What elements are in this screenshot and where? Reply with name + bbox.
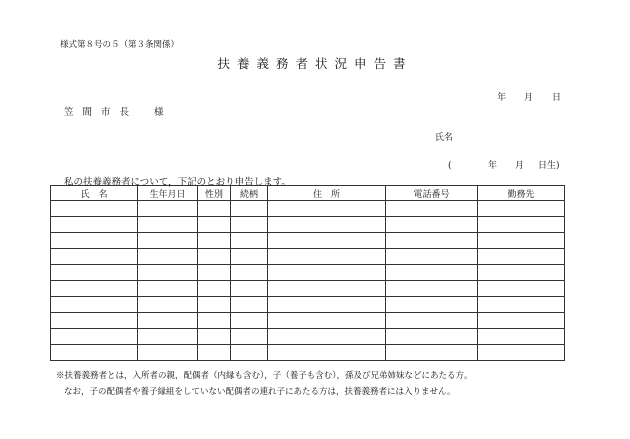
table-cell-sex[interactable] (198, 297, 231, 313)
table-cell-relationship[interactable] (231, 217, 268, 233)
table-row (51, 233, 565, 249)
table-cell-name[interactable] (51, 313, 138, 329)
addressee (64, 104, 164, 118)
table-cell-name[interactable] (51, 201, 138, 217)
table-cell-birthdate[interactable] (138, 265, 198, 281)
column-header-employer: 勤務先 (478, 186, 565, 201)
table-cell-employer[interactable] (478, 329, 565, 345)
table-cell-phone[interactable] (386, 233, 478, 249)
table-cell-address[interactable] (268, 233, 386, 249)
footnote-line-1: ※扶養義務者とは，入所者の親，配偶者（内縁も含む），子（養子も含む），孫及び兄弟姉妹などにあたる方。 (56, 371, 473, 381)
table-cell-sex[interactable] (198, 281, 231, 297)
table-cell-name[interactable] (51, 233, 138, 249)
table-row (51, 313, 565, 329)
addressee-honorific: 様 (154, 107, 164, 118)
table-cell-sex[interactable] (198, 329, 231, 345)
table-cell-phone[interactable] (386, 297, 478, 313)
table-cell-phone[interactable] (386, 281, 478, 297)
column-header-address: 住 所 (268, 186, 386, 201)
addressee-office: 笠間市長 (64, 107, 139, 118)
birth-month-label: 月 (515, 161, 525, 171)
table-cell-address[interactable] (268, 249, 386, 265)
table-cell-birthdate[interactable] (138, 345, 198, 361)
table-cell-sex[interactable] (198, 345, 231, 361)
table-cell-name[interactable] (51, 217, 138, 233)
table-cell-sex[interactable] (198, 217, 231, 233)
intro-text: 私の扶養義務者について，下記のとおり申告します。 (64, 177, 291, 188)
table-cell-relationship[interactable] (231, 297, 268, 313)
table-row (51, 265, 565, 281)
table-cell-phone[interactable] (386, 313, 478, 329)
table-cell-relationship[interactable] (231, 233, 268, 249)
table-cell-employer[interactable] (478, 265, 565, 281)
table-cell-name[interactable] (51, 249, 138, 265)
table-row (51, 329, 565, 345)
table-cell-employer[interactable] (478, 201, 565, 217)
table-cell-name[interactable] (51, 281, 138, 297)
table-cell-relationship[interactable] (231, 249, 268, 265)
applicant-birth-line (448, 158, 560, 171)
table-cell-birthdate[interactable] (138, 201, 198, 217)
table-row (51, 297, 565, 313)
table-row (51, 281, 565, 297)
table-cell-relationship[interactable] (231, 281, 268, 297)
date-month-label: 月 (524, 93, 534, 103)
applicant-name-label: 氏名 (435, 133, 454, 143)
table-row (51, 217, 565, 233)
table-cell-name[interactable] (51, 329, 138, 345)
table-cell-sex[interactable] (198, 201, 231, 217)
table-cell-birthdate[interactable] (138, 329, 198, 345)
table-cell-address[interactable] (268, 329, 386, 345)
table-cell-relationship[interactable] (231, 313, 268, 329)
table-cell-phone[interactable] (386, 345, 478, 361)
table-cell-address[interactable] (268, 297, 386, 313)
date-year-label: 年 (497, 93, 507, 103)
table-cell-employer[interactable] (478, 217, 565, 233)
birth-open-paren: ( (448, 161, 452, 171)
column-header-birthdate: 生年月日 (138, 186, 198, 201)
table-cell-birthdate[interactable] (138, 233, 198, 249)
table-cell-birthdate[interactable] (138, 281, 198, 297)
dependents-table (50, 185, 565, 361)
table-cell-relationship[interactable] (231, 201, 268, 217)
table-cell-address[interactable] (268, 345, 386, 361)
table-cell-address[interactable] (268, 265, 386, 281)
table-cell-sex[interactable] (198, 249, 231, 265)
table-cell-phone[interactable] (386, 329, 478, 345)
table-cell-relationship[interactable] (231, 329, 268, 345)
table-cell-birthdate[interactable] (138, 217, 198, 233)
table-cell-relationship[interactable] (231, 345, 268, 361)
table-cell-address[interactable] (268, 201, 386, 217)
table-row (51, 345, 565, 361)
table-cell-relationship[interactable] (231, 265, 268, 281)
table-cell-birthdate[interactable] (138, 313, 198, 329)
table-row (51, 249, 565, 265)
column-header-name: 氏 名 (51, 186, 138, 201)
table-cell-address[interactable] (268, 281, 386, 297)
table-cell-sex[interactable] (198, 313, 231, 329)
table-cell-name[interactable] (51, 297, 138, 313)
table-cell-phone[interactable] (386, 217, 478, 233)
table-cell-phone[interactable] (386, 265, 478, 281)
table-cell-name[interactable] (51, 345, 138, 361)
column-header-phone: 電話番号 (386, 186, 478, 201)
footnote-line-2: なお，子の配偶者や養子縁組をしていない配偶者の連れ子にあたる方は，扶養義務者には入りません。 (64, 387, 456, 397)
column-header-sex: 性別 (198, 186, 231, 201)
form-number: 様式第８号の５（第３条関係） (60, 40, 180, 50)
date-line (497, 90, 561, 103)
table-cell-phone[interactable] (386, 201, 478, 217)
table-body (51, 201, 565, 361)
birth-day-label: 日生) (538, 161, 560, 171)
table-header-row (51, 186, 565, 201)
table-cell-employer[interactable] (478, 281, 565, 297)
table-cell-employer[interactable] (478, 345, 565, 361)
birth-year-label: 年 (488, 161, 498, 171)
page-title: 扶養義務者状況申告書 (217, 56, 413, 71)
table-cell-employer[interactable] (478, 297, 565, 313)
table-cell-phone[interactable] (386, 249, 478, 265)
date-day-label: 日 (552, 93, 562, 103)
table-cell-employer[interactable] (478, 249, 565, 265)
table-cell-employer[interactable] (478, 233, 565, 249)
table-cell-employer[interactable] (478, 313, 565, 329)
column-header-relationship: 続柄 (231, 186, 268, 201)
table-cell-name[interactable] (51, 265, 138, 281)
table-cell-sex[interactable] (198, 233, 231, 249)
table-cell-sex[interactable] (198, 265, 231, 281)
table-cell-address[interactable] (268, 217, 386, 233)
table-cell-address[interactable] (268, 313, 386, 329)
table-cell-birthdate[interactable] (138, 249, 198, 265)
table-cell-birthdate[interactable] (138, 297, 198, 313)
table-row (51, 201, 565, 217)
